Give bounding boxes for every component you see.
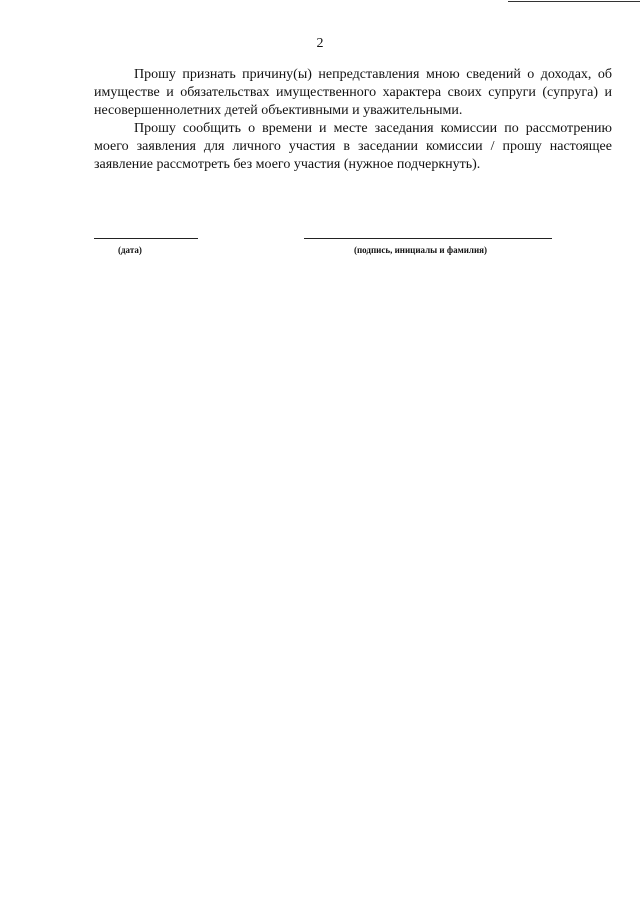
page-number: 2: [316, 36, 324, 51]
paragraph-meeting-request: Прошу сообщить о времени и месте заседания комиссии по рассмотрению моего заявления для личного участия в заседании комиссии / прошу настоящее заявление рассмотреть без моего участия (нужное подчеркнуть).: [94, 121, 612, 172]
date-caption: (дата): [118, 245, 142, 255]
signature-line: [304, 238, 552, 239]
date-line: [94, 238, 198, 239]
signature-caption: (подпись, инициалы и фамилия): [354, 245, 488, 255]
document-body: [94, 66, 612, 174]
signature-block: [0, 234, 640, 264]
top-edge-rule: [508, 1, 640, 2]
paragraph-reason-request: Прошу признать причину(ы) непредставления мною сведений о доходах, об имуществе и обязательствах имущественного характера своих супруги (супруга) и несовершеннолетних детей объективными и уважительными.: [94, 67, 612, 118]
